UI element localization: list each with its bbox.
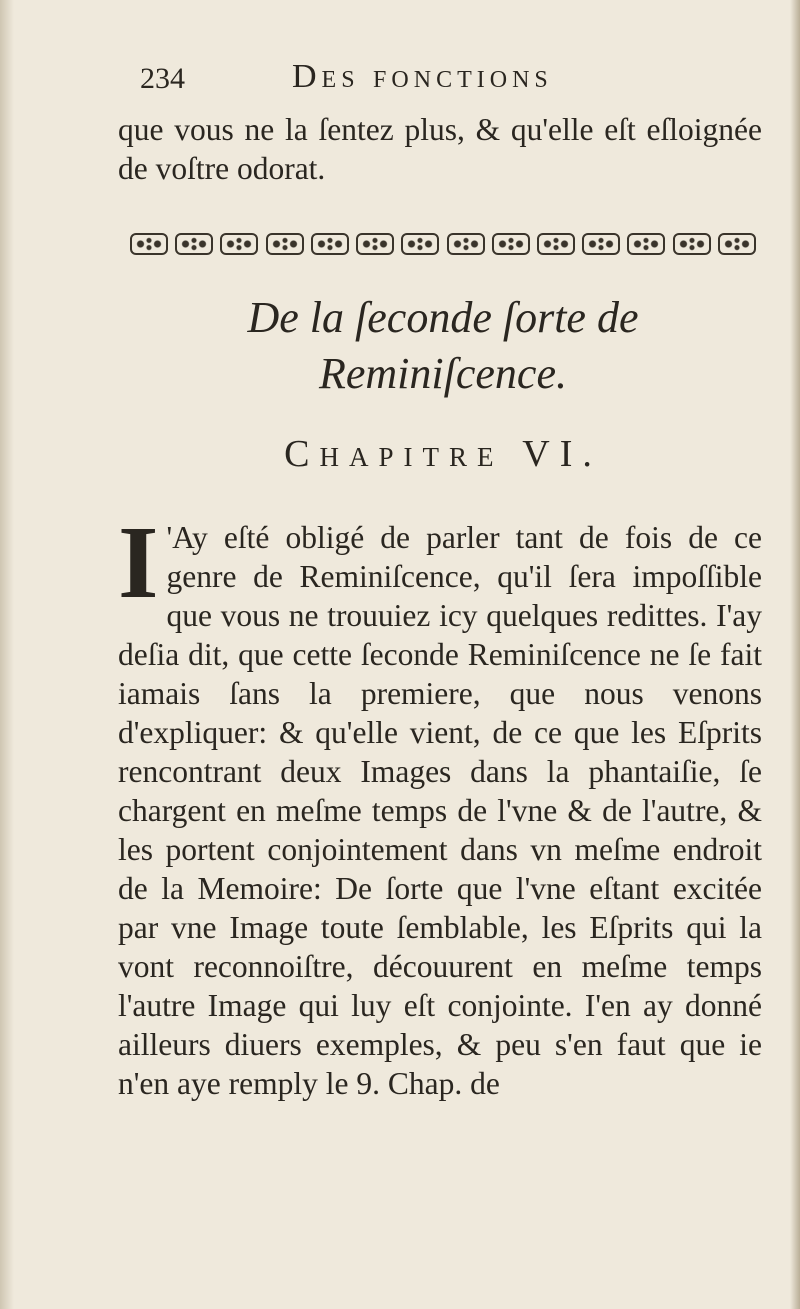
drop-cap: I [118, 505, 159, 620]
section-title [130, 290, 756, 402]
ornament-icon [311, 233, 349, 255]
page-number: 234 [140, 62, 185, 95]
ornament-icon [492, 233, 530, 255]
ornament-icon [627, 233, 665, 255]
chapter-paragraph: 'Ay eſté obligé de parler tant de fois de ce genre de Reminiſcence, qu'il ſera impoſſible que vous ne trouuiez icy quelques redittes. I'ay deſia dit, que cette ſeconde Reminiſcence ne ſe fait iamais ſans la premiere, que nous venons d'expliquer: & qu'elle vient, de ce que les Eſprits rencontrant deux Images dans la phantaiſie, ſe chargent en meſme temps de l'vne & de l'autre, & les portent conjointement dans vn meſme endroit de la Memoire: De ſorte que l'vne eſtant excitée par vne Image toute ſemblable, les Eſprits qui la vont reconnoiſtre, découurent en meſme temps l'autre Image qui luy eſt conjointe. I'en ay donné ailleurs diuers exemples, & peu s'en faut que ie n'en aye remply le 9. Chap. de [118, 520, 762, 1101]
section-title-line-2: Reminiſcence. [319, 349, 567, 398]
ornament-icon [447, 233, 485, 255]
continuation-text: que vous ne la ſentez plus, & qu'elle eſt eſloignée de voſtre odorat. [118, 112, 762, 186]
ornament-icon [130, 233, 168, 255]
ornament-icon [537, 233, 575, 255]
ornament-icon [356, 233, 394, 255]
running-head: Des fonctions [292, 58, 553, 95]
page-header [140, 58, 660, 108]
section-title-line-1: De la ſeconde ſorte de [247, 293, 639, 342]
ornament-icon [401, 233, 439, 255]
ornament-icon [718, 233, 756, 255]
ornament-icon [582, 233, 620, 255]
ornament-icon [175, 233, 213, 255]
ornament-icon [220, 233, 258, 255]
ornamental-divider [130, 230, 756, 258]
chapter-body [118, 505, 762, 1103]
ornament-icon [673, 233, 711, 255]
ornament-icon [266, 233, 304, 255]
chapter-heading: Chapitre VI. [284, 433, 602, 475]
